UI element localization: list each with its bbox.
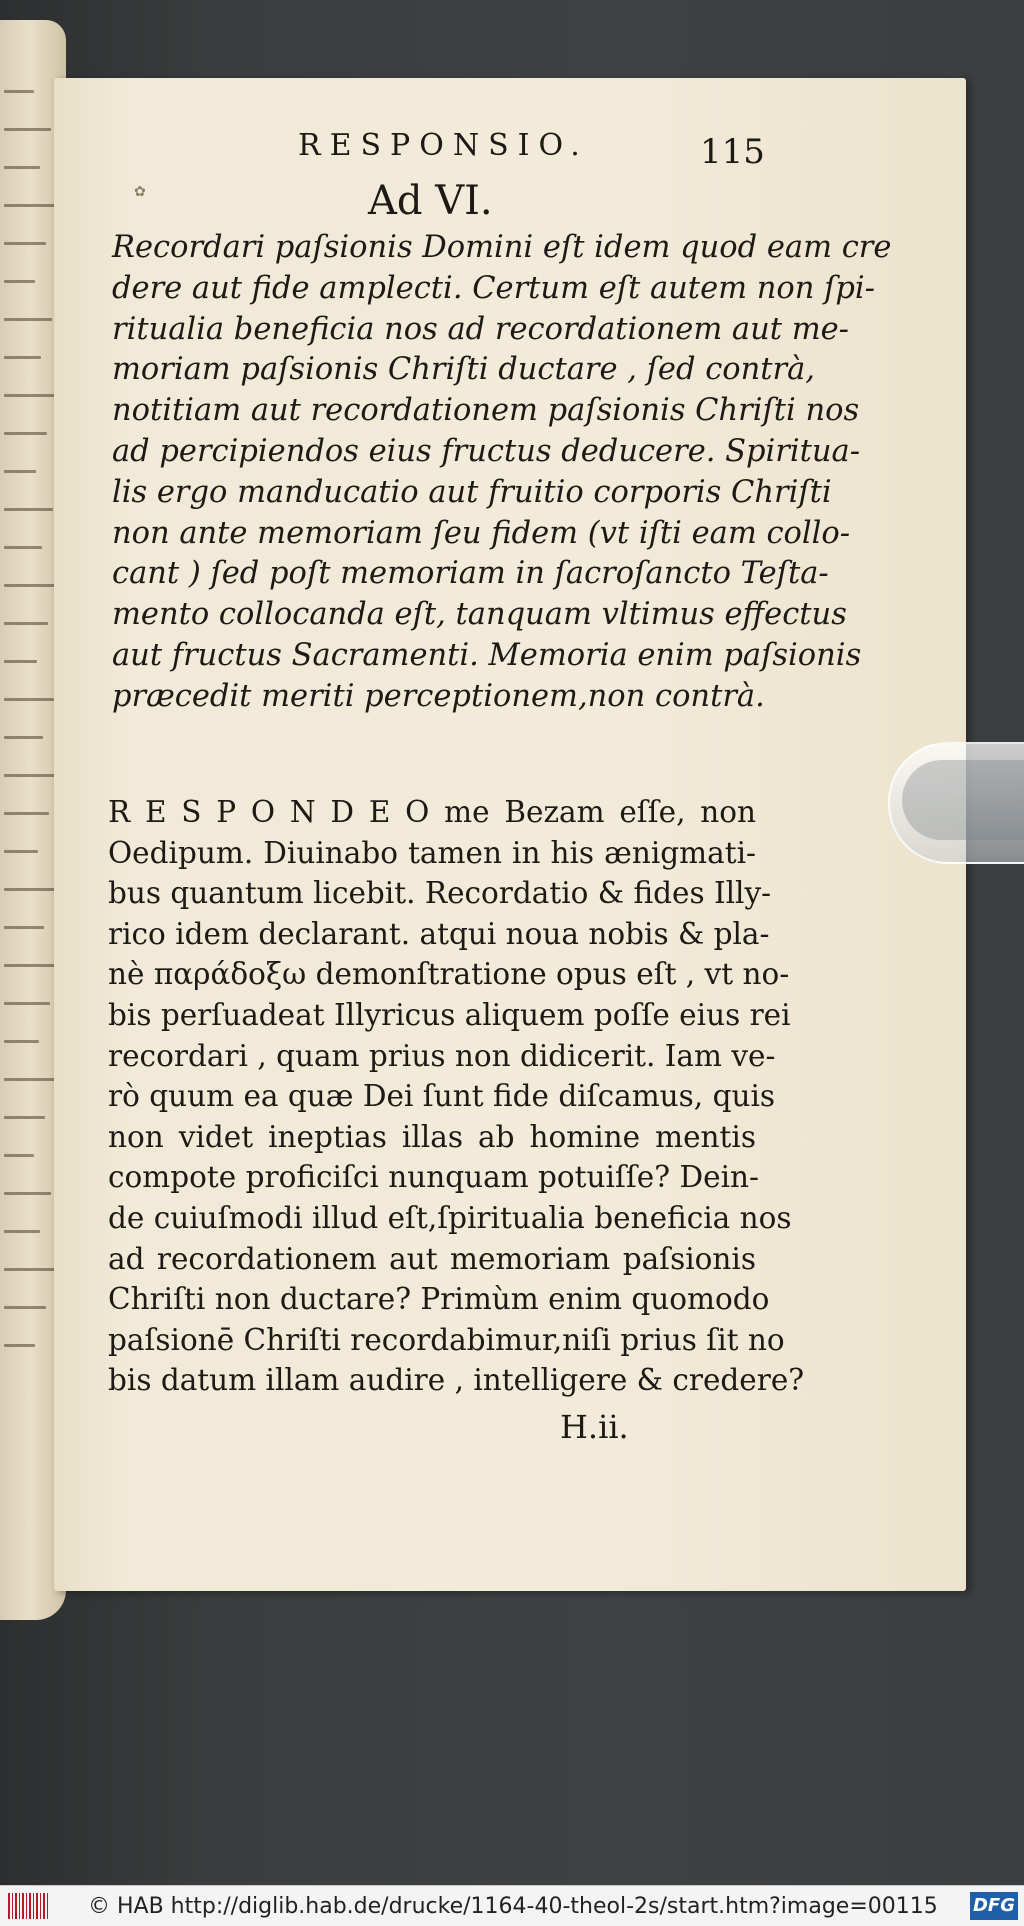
left-page-text-fragment (4, 546, 42, 549)
text-line: Recordari paſsionis Domini eſt idem quod eam cre (112, 230, 892, 265)
text-line: compote proficiſci nunquam potuiſſe? Dein- (108, 1160, 759, 1195)
left-page-text-fragment (4, 1344, 35, 1347)
left-page-text-fragment (4, 584, 59, 587)
hab-barcode-icon (8, 1893, 50, 1919)
left-page-text-fragment (4, 888, 55, 891)
left-page-text-fragment (4, 1154, 34, 1157)
left-page-text-fragment (4, 964, 61, 967)
left-page-text-fragment (4, 90, 34, 93)
text-line: ritualia beneficia nos ad recordationem aut me- (112, 311, 849, 347)
left-page-text-fragment (4, 204, 57, 207)
text-line: R E S P O N D E O me Bezam eſſe, non (108, 795, 756, 829)
left-page-text-fragment (4, 1306, 46, 1309)
left-page-text-fragment (4, 394, 58, 397)
text-line: bis datum illam audire , intelligere & credere? (108, 1363, 805, 1398)
response-text (108, 792, 805, 1401)
text-line: rò quum ea quæ Dei ſunt fide diſcamus, quis (108, 1079, 776, 1114)
book-clip-shadow (902, 760, 1024, 840)
left-page-text-fragment (4, 1116, 45, 1119)
left-page-text-fragment (4, 318, 52, 321)
text-line: ad recordationem aut memoriam paſsionis (108, 1241, 756, 1276)
text-line: bis perſuadeat Illyricus aliquem poſſe eius rei (108, 997, 791, 1032)
dfg-logo: DFG (970, 1892, 1018, 1920)
page-number: 115 (700, 132, 765, 172)
text-line: cant ) ſed poſt memoriam in ſacroſancto Teſta- (112, 556, 829, 592)
left-page-text-fragment (4, 470, 36, 473)
left-page-text-fragment (4, 1040, 39, 1043)
text-line: aut fructus Sacramenti. Memoria enim paſsionis (112, 637, 862, 673)
text-line: rico idem declarant. atqui noua nobis & pla- (108, 916, 770, 951)
signature-mark: H.ii. (560, 1408, 629, 1446)
left-page-text-fragment (4, 812, 49, 815)
text-line: præcedit meriti perceptionem,non contrà. (112, 678, 765, 714)
left-page-text-fragment (4, 622, 48, 625)
left-page-text-fragment (4, 1192, 51, 1195)
text-line: Chriſti non ductare? Primùm enim quomodo (108, 1282, 770, 1317)
left-page-text-fragment (4, 1078, 56, 1081)
left-page-text-fragment (4, 128, 51, 131)
text-line: non videt ineptias illas ab homine mentis (108, 1119, 756, 1154)
left-page-text-fragment (4, 1230, 40, 1233)
left-page-text-fragment (4, 660, 37, 663)
footer-bar (0, 1885, 1024, 1926)
left-page-text-fragment (4, 242, 46, 245)
left-page-text-fragment (4, 850, 38, 853)
running-head: RESPONSIO. (298, 128, 589, 163)
left-page-text-fragment (4, 774, 60, 777)
left-page-text-fragment (4, 356, 41, 359)
text-line: lis ergo manducatio aut fruitio corporis Chriſti (112, 474, 832, 510)
text-line: moriam paſsionis Chriſti ductare , ſed contrà, (112, 352, 816, 388)
section-heading: Ad VI. (368, 178, 493, 224)
text-line: notitiam aut recordationem paſsionis Chriſti nos (112, 393, 860, 429)
text-line: bus quantum licebit. Recordatio & fides Illy- (108, 876, 772, 911)
text-line: mento collocanda eſt, tanquam vltimus effectus (112, 597, 847, 633)
text-line: ad percipiendos eius fructus deducere. Spiritua- (112, 433, 861, 469)
text-line: nè παράδοξω demonſtratione opus eſt , vt no- (108, 957, 790, 992)
left-page-text-fragment (4, 1268, 57, 1271)
left-page-text-fragment (4, 166, 40, 169)
left-page-text-fragment (4, 926, 44, 929)
left-page-text-fragment (4, 1002, 50, 1005)
left-page-text-fragment (4, 280, 35, 283)
quoted-objection-text (112, 228, 892, 718)
text-line: non ante memoriam ſeu fidem (vt iſti eam collo- (112, 515, 851, 551)
ink-speck: ✿ (134, 184, 146, 200)
text-line: de cuiuſmodi illud eſt,ſpiritualia beneficia nos (108, 1200, 792, 1235)
text-line: Oedipum. Diuinabo tamen in his ænigmati- (108, 835, 756, 870)
text-line: dere aut fide amplecti. Certum eſt autem non ſpi- (112, 270, 875, 306)
text-line: recordari , quam prius non didicerit. Iam ve- (108, 1038, 776, 1073)
left-page-text-fragment (4, 698, 54, 701)
left-page-text-fragment (4, 432, 47, 435)
text-line: paſsionē Chriſti recordabimur,niſi prius ſit no (108, 1322, 785, 1357)
left-page-text-fragment (4, 508, 53, 511)
footer-url[interactable]: © HAB http://diglib.hab.de/drucke/1164-40-theol-2s/start.htm?image=00115 (88, 1894, 938, 1919)
left-page-text-fragment (4, 736, 43, 739)
